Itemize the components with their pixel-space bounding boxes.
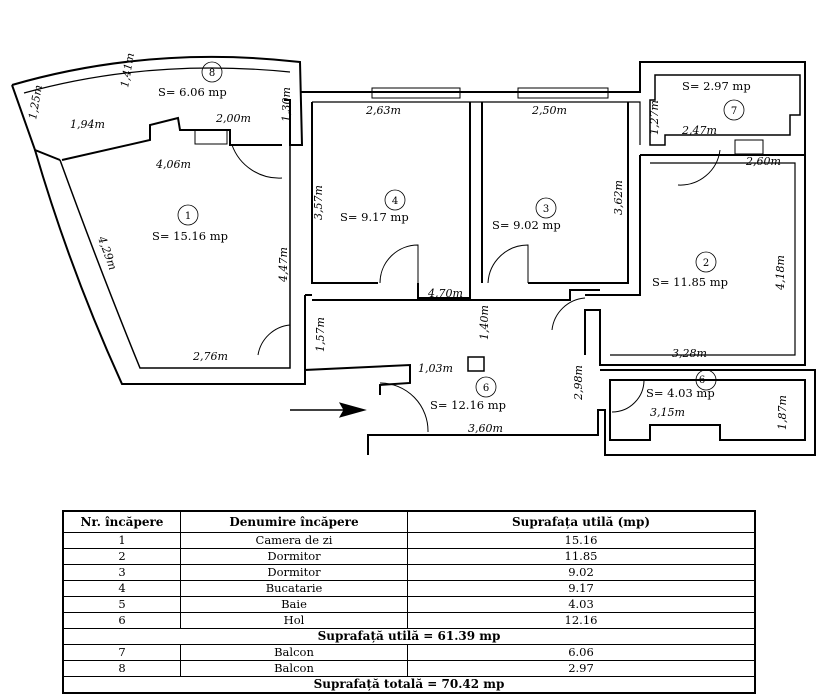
area-legend-table xyxy=(62,510,756,694)
room-area: S= 6.06 mp xyxy=(158,85,227,99)
cell-nr: 6 xyxy=(63,613,181,629)
room-area: S= 15.16 mp xyxy=(152,229,229,243)
cell-name: Dormitor xyxy=(181,565,408,581)
cell-area: 12.16 xyxy=(408,613,756,629)
dimension-label: 4,29m xyxy=(95,234,120,272)
bath-wall xyxy=(368,370,815,455)
cell-nr: 4 xyxy=(63,581,181,597)
cell-nr: 8 xyxy=(63,661,181,677)
cell-name: Dormitor xyxy=(181,549,408,565)
door-bath xyxy=(612,380,644,412)
dimension-label: 3,62m xyxy=(612,180,625,215)
door-room8 xyxy=(232,145,282,178)
fixture-box xyxy=(468,357,484,371)
subtotal-label: Suprafață utilă = 61.39 mp xyxy=(63,629,755,645)
dimension-label: 1,30m xyxy=(280,87,293,122)
cell-name: Camera de zi xyxy=(181,533,408,549)
dimension-label: 2,76m xyxy=(193,350,228,363)
dimension-label: 1,25m xyxy=(26,83,46,121)
cell-nr: 3 xyxy=(63,565,181,581)
table-row xyxy=(63,645,755,661)
dimension-label: 3,57m xyxy=(312,185,325,220)
room-number: 2 xyxy=(702,258,710,269)
dimension-label: 4,06m xyxy=(156,158,191,171)
cell-nr: 2 xyxy=(63,549,181,565)
dimension-label: 2,63m xyxy=(366,104,401,117)
table-row xyxy=(63,565,755,581)
window-room8 xyxy=(195,130,227,144)
cell-name: Bucatarie xyxy=(181,581,408,597)
cell-name: Balcon xyxy=(181,645,408,661)
cell-area: 15.16 xyxy=(408,533,756,549)
dimension-label: 1,94m xyxy=(70,118,105,131)
door-living xyxy=(258,325,290,360)
subtotal-row xyxy=(63,629,755,645)
header-name: Denumire încăpere xyxy=(181,511,408,533)
dimension-label: 1,40m xyxy=(478,305,491,340)
dimension-label: 1,41m xyxy=(118,51,138,89)
dimension-label: 2,98m xyxy=(572,365,585,400)
room-number: 6 xyxy=(482,383,490,394)
cell-area: 6.06 xyxy=(408,645,756,661)
dimension-label: 2,00m xyxy=(216,112,251,125)
legend-header-row xyxy=(63,511,755,533)
room-number: 4 xyxy=(391,196,399,207)
dimension-label: 1,57m xyxy=(314,317,327,352)
dimension-label: 1,27m xyxy=(648,100,661,135)
table-row xyxy=(63,533,755,549)
table-row xyxy=(63,581,755,597)
door-room4 xyxy=(380,245,418,283)
table-row xyxy=(63,613,755,629)
dimension-label: 2,60m xyxy=(746,155,781,168)
dimension-label: 3,60m xyxy=(468,422,503,435)
dimension-labels xyxy=(26,52,789,435)
cell-name: Hol xyxy=(181,613,408,629)
dimension-label: 3,28m xyxy=(672,347,707,360)
room-3-wall xyxy=(482,102,628,283)
cell-name: Baie xyxy=(181,597,408,613)
room-area: S= 2.97 mp xyxy=(682,79,751,93)
cell-area: 2.97 xyxy=(408,661,756,677)
dimension-label: 2,50m xyxy=(532,104,567,117)
cell-area: 4.03 xyxy=(408,597,756,613)
hall-wall xyxy=(305,290,600,370)
door-room2 xyxy=(552,298,585,330)
cell-name: Balcon xyxy=(181,661,408,677)
window-room2 xyxy=(735,140,763,154)
room-area: S= 12.16 mp xyxy=(430,398,507,412)
dimension-label: 1,03m xyxy=(418,362,453,375)
table-row xyxy=(63,597,755,613)
door-room3 xyxy=(488,245,528,283)
room-area: S= 9.17 mp xyxy=(340,210,409,224)
cell-area: 9.02 xyxy=(408,565,756,581)
room-area: S= 11.85 mp xyxy=(652,275,729,289)
room-area: S= 4.03 mp xyxy=(646,386,715,400)
room-number: 3 xyxy=(542,204,550,215)
cell-area: 9.17 xyxy=(408,581,756,597)
cell-nr: 1 xyxy=(63,533,181,549)
dimension-label: 3,15m xyxy=(650,406,685,419)
header-area: Suprafața utilă (mp) xyxy=(408,511,756,533)
total-label: Suprafață totală = 70.42 mp xyxy=(63,677,755,694)
cell-nr: 7 xyxy=(63,645,181,661)
cell-nr: 5 xyxy=(63,597,181,613)
room-area: S= 9.02 mp xyxy=(492,218,561,232)
cell-area: 11.85 xyxy=(408,549,756,565)
table-row xyxy=(63,549,755,565)
living-inner-wall xyxy=(60,145,290,368)
room-number: 7 xyxy=(730,106,738,117)
door-entry xyxy=(380,383,428,432)
header-nr: Nr. încăpere xyxy=(63,511,181,533)
entry-arrow xyxy=(290,403,365,417)
dimension-label: 4,47m xyxy=(277,247,290,282)
table-row xyxy=(63,661,755,677)
top-inner-wall xyxy=(312,102,640,145)
dimension-label: 1,87m xyxy=(776,395,789,430)
dimension-label: 4,70m xyxy=(428,287,463,300)
room-number: 8 xyxy=(208,68,216,79)
dimension-label: 2,47m xyxy=(682,124,717,137)
total-row xyxy=(63,677,755,694)
room-number: 6 xyxy=(698,375,706,386)
dimension-label: 4,18m xyxy=(774,255,787,290)
room-number: 1 xyxy=(184,211,192,222)
